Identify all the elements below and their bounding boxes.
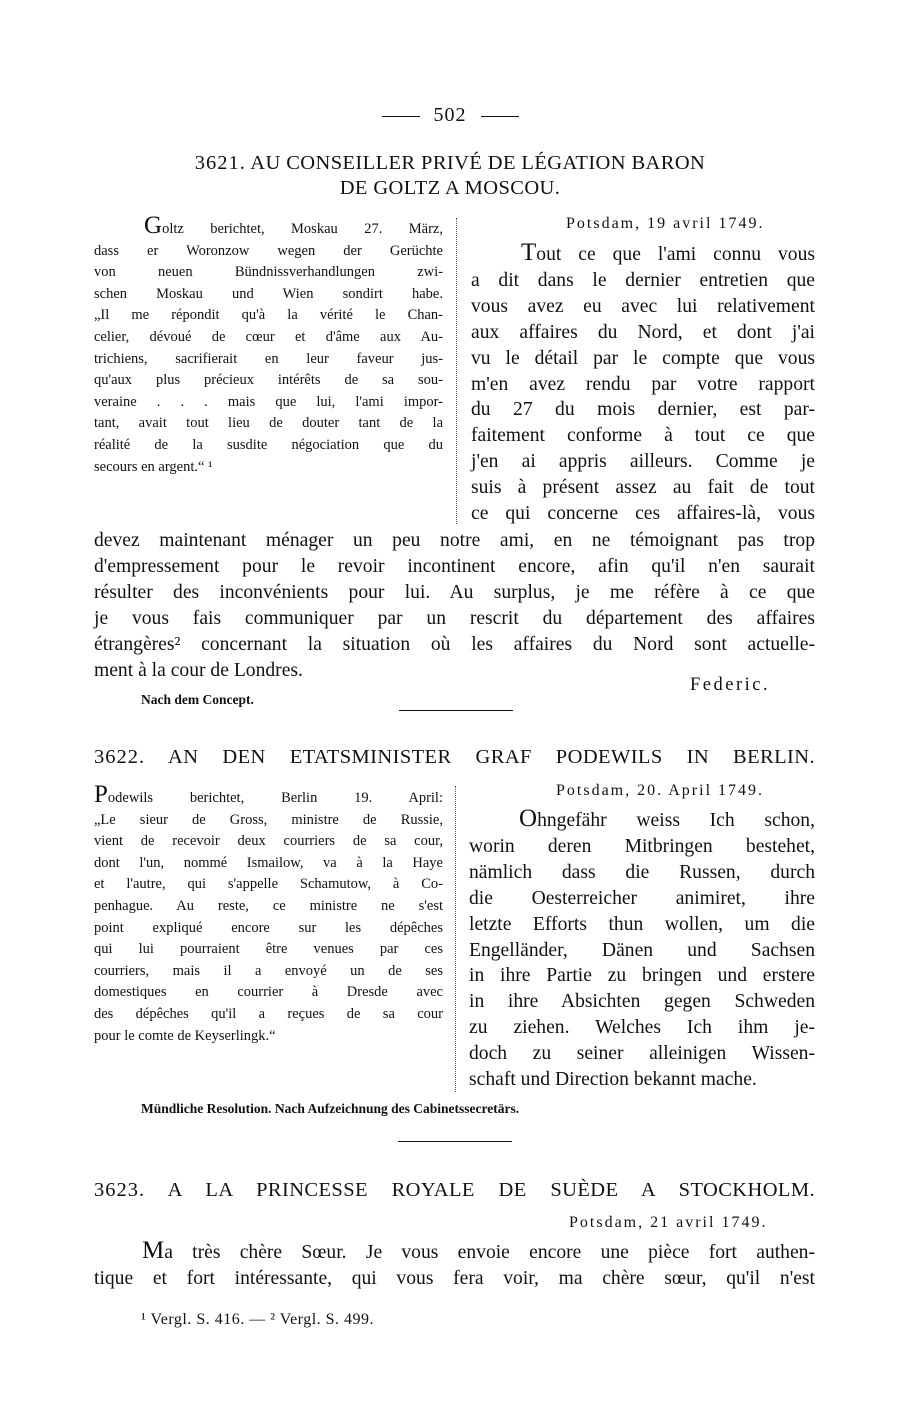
body-line: j'en ai appris ailleurs. Comme je	[471, 451, 815, 473]
body-line-text: a très chère Sœur. Je vous envoie encore une pièce fort authen-	[164, 1242, 815, 1263]
body-line: doch zu seiner alleinigen Wissen-	[469, 1043, 815, 1065]
regest-line: domestiques en courrier à Dresde avec	[94, 984, 443, 1001]
regest-line: point expliqué encore sur les dépêches	[94, 919, 443, 936]
letter-3623-number: 3623.	[94, 1179, 146, 1201]
regest-line: „Il me répondit qu'à la vérité le Chan-	[94, 307, 443, 324]
regest-line: trichiens, sacrifierait en leur faveur jus-	[94, 350, 443, 367]
letter-3621-regest	[94, 212, 443, 478]
letter-3621-heading	[0, 151, 900, 201]
regest-line	[94, 781, 443, 810]
body-line: résulter des inconvénients pour lui. Au surplus, je me réfère à ce que	[94, 581, 815, 603]
body-line: in ihre Absichten gegen Schweden	[469, 991, 815, 1013]
body-line	[471, 239, 815, 268]
regest-line: dass er Woronzow wegen der Gerüchte	[94, 242, 443, 259]
regest-line: celier, dévoué de cœur et d'âme aux Au-	[94, 328, 443, 345]
body-line: schaft und Direction bekannt mache.	[469, 1069, 757, 1091]
regest-line: réalité de la susdite négociation que du	[94, 436, 443, 453]
body-line: worin deren Mitbringen bestehet,	[469, 835, 815, 857]
regest-line: penhague. Au reste, ce ministre ne s'est	[94, 897, 443, 914]
regest-line: et l'autre, qui s'appelle Schamutow, à Co-	[94, 876, 443, 893]
body-line: Engelländer, Dänen und Sachsen	[469, 939, 815, 961]
body-line: aux affaires du Nord, et dont j'ai	[471, 321, 815, 343]
regest-line: schen Moskau und Wien sondirt habe.	[94, 285, 443, 302]
letter-3621-number: 3621.	[194, 152, 246, 174]
letter-3622-body-column	[469, 805, 815, 1093]
body-initial: O	[519, 805, 538, 832]
body-line-text: out ce que l'ami connu vous	[536, 244, 815, 265]
page-number-text: 502	[433, 104, 467, 126]
letter-3622-dateline: Potsdam, 20. April 1749.	[556, 782, 765, 799]
body-line: d'empressement pour le revoir incontinent encore, afin qu'il n'en saurait	[94, 555, 815, 577]
body-line: in ihre Partie zu bringen und erstere	[469, 965, 815, 987]
regest-line: pour le comte de Keyserlingk.“	[94, 1027, 276, 1044]
letter-3623-dateline: Potsdam, 21 avril 1749.	[569, 1214, 768, 1231]
letter-3622-number: 3622.	[94, 746, 146, 768]
letter-3622-title: AN DEN ETATSMINISTER GRAF PODEWILS IN BERLIN.	[167, 746, 815, 768]
letter-3622-heading	[94, 745, 815, 770]
body-line: letzte Efforts thun wollen, um die	[469, 913, 815, 935]
body-line: nämlich dass die Russen, durch	[469, 861, 815, 883]
body-line: étrangères² concernant la situation où les affaires du Nord sont actuelle-	[94, 633, 815, 655]
body-initial: T	[521, 239, 537, 266]
regest-line: qu'aux plus précieux intérêts de sa sou-	[94, 372, 443, 389]
body-line	[469, 805, 815, 834]
section-divider	[398, 1141, 512, 1142]
regest-initial: P	[94, 781, 108, 808]
letter-3621-source-note: Nach dem Concept.	[141, 692, 254, 707]
letter-3621-body-full	[94, 528, 815, 683]
letter-3623-heading	[94, 1178, 815, 1203]
section-divider	[399, 710, 513, 711]
body-line: je vous fais communiquer par un rescrit du département des affaires	[94, 607, 815, 629]
column-separator	[456, 218, 457, 524]
body-line: du 27 du mois dernier, est par-	[471, 399, 815, 421]
body-line: suis à présent assez au fait de tout	[471, 477, 815, 499]
regest-line: des dépêches qu'il a reçues de sa cour	[94, 1005, 443, 1022]
regest-line: veraine . . . mais que lui, l'ami impor-	[94, 393, 443, 410]
letter-3622-regest	[94, 781, 443, 1047]
regest-initial: G	[144, 212, 163, 239]
regest-line: qui lui pourraient être venues par ces	[94, 941, 443, 958]
letter-3621-title-line2: DE GOLTZ A MOSCOU.	[339, 177, 561, 199]
regest-line: tant, avait tout lieu de douter tant de la	[94, 415, 443, 432]
letter-3621-signature: Federic.	[690, 675, 771, 695]
letter-3622-source-note: Mündliche Resolution. Nach Aufzeichnung des Cabinetssecretärs.	[141, 1101, 520, 1116]
body-line	[94, 1237, 815, 1266]
regest-line: „Le sieur de Gross, ministre de Russie,	[94, 811, 443, 828]
column-separator	[455, 786, 456, 1092]
body-line-text: hngefähr weiss Ich schon,	[537, 810, 815, 831]
regest-line: von neuen Bündnissverhandlungen zwi-	[94, 264, 443, 281]
body-line: vu le détail par le compte que vous	[471, 347, 815, 369]
body-line: m'en avez rendu par votre rapport	[471, 373, 815, 395]
letter-3621-title-line1: AU CONSEILLER PRIVÉ DE LÉGATION BARON	[250, 152, 706, 174]
page-number-dash-right	[481, 116, 519, 117]
page-number	[0, 104, 900, 127]
page-number-dash-left	[382, 116, 420, 117]
regest-line-text: odewils berichtet, Berlin 19. April:	[107, 790, 443, 806]
footnotes: ¹ Vergl. S. 416. — ² Vergl. S. 499.	[141, 1311, 375, 1328]
regest-line: dont l'un, nommé Ismailow, va à la Haye	[94, 854, 443, 871]
letter-3623-body	[94, 1237, 815, 1292]
body-line: ce qui concerne ces affaires-là, vous	[471, 503, 815, 525]
regest-line-text: oltz berichtet, Moskau 27. März,	[162, 221, 443, 237]
body-line: faitement conforme à tout ce que	[471, 425, 815, 447]
regest-line: vient de recevoir deux courriers de sa cour,	[94, 833, 443, 850]
regest-line	[94, 212, 443, 241]
body-line: tique et fort intéressante, qui vous fera voir, ma chère sœur, qu'il n'est	[94, 1267, 815, 1289]
body-line: ment à la cour de Londres.	[94, 659, 303, 681]
letter-3621-body-column	[471, 239, 815, 527]
body-line: zu ziehen. Welches Ich ihm je-	[469, 1017, 815, 1039]
regest-line: secours en argent.“ ¹	[94, 458, 213, 475]
letter-3621-dateline: Potsdam, 19 avril 1749.	[566, 215, 765, 232]
body-line: a dit dans le dernier entretien que	[471, 269, 815, 291]
letter-3623-title: A LA PRINCESSE ROYALE DE SUÈDE A STOCKHOLM.	[167, 1179, 815, 1201]
body-line: vous avez eu avec lui relativement	[471, 295, 815, 317]
body-line: devez maintenant ménager un peu notre ami, en ne témoignant pas trop	[94, 530, 815, 551]
body-line: die Oesterreicher animiret, ihre	[469, 887, 815, 909]
body-initial: M	[142, 1237, 165, 1264]
regest-line: courriers, mais il a envoyé un de ses	[94, 962, 443, 979]
